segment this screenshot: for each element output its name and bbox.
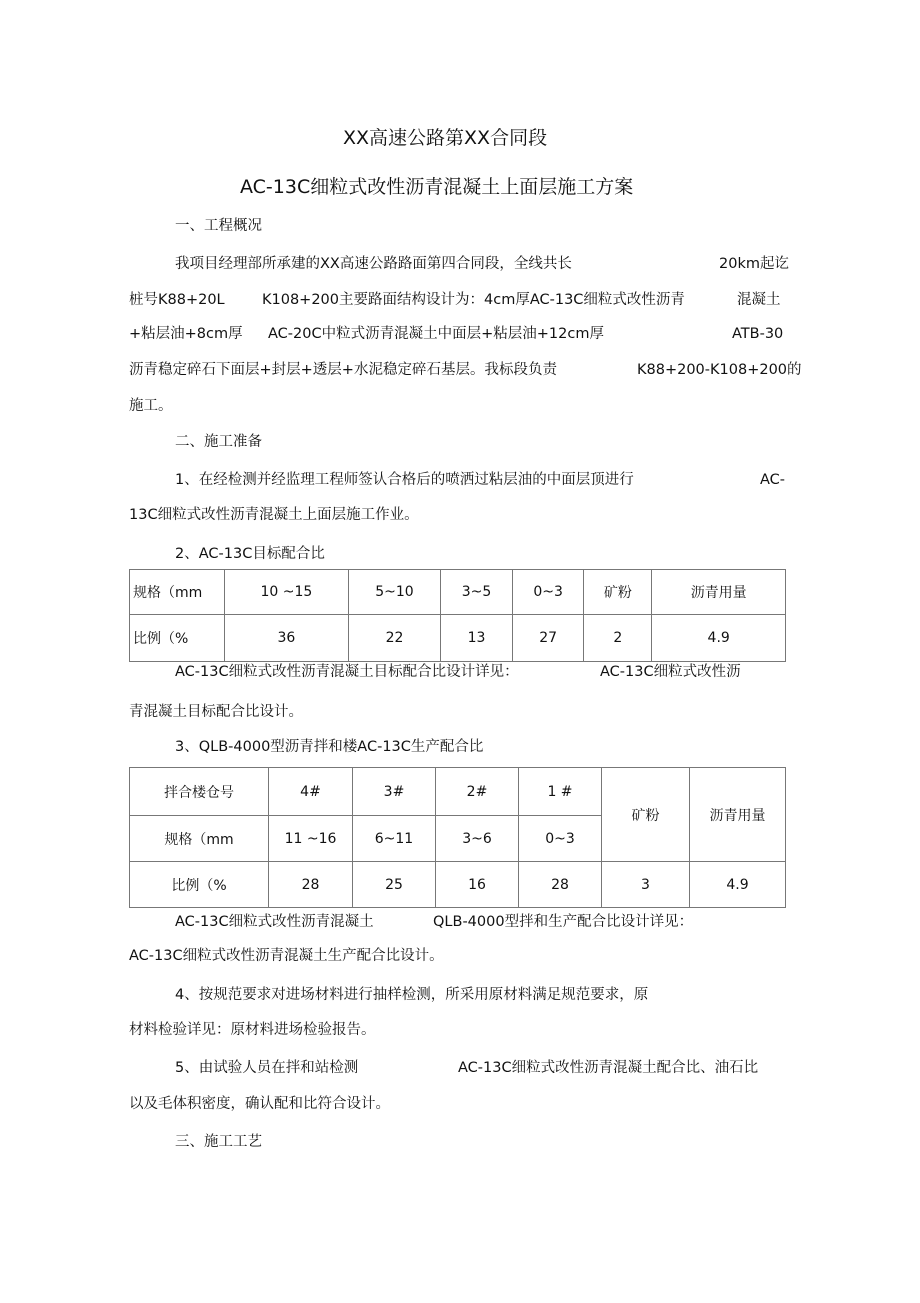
table-cell: 沥青用量	[652, 570, 786, 615]
table-cell: 25	[353, 862, 436, 908]
section-3-heading: 三、施工工艺	[175, 1134, 262, 1150]
para-text: +粘层油+8cm厚	[129, 326, 243, 342]
note-text: AC-13C细粒式改性沥青混凝土生产配合比设计。	[129, 948, 444, 964]
table-cell: 1 #	[519, 768, 602, 816]
table-cell: 0~3	[512, 570, 584, 615]
item-1-text: 1、在经检测并经监理工程师签认合格后的喷洒过粘层油的中面层顶进行	[175, 472, 634, 488]
table-cell: 3#	[353, 768, 436, 816]
note-text: AC-13C细粒式改性沥青混凝土目标配合比设计详见：	[175, 664, 519, 680]
table-cell: 13	[441, 615, 513, 662]
target-mix-table	[129, 569, 786, 662]
table-cell: 27	[512, 615, 584, 662]
table-cell: 16	[436, 862, 519, 908]
table-cell: 36	[225, 615, 349, 662]
title-line-2: AC-13C细粒式改性沥青混凝土上面层施工方案	[240, 176, 634, 198]
production-mix-table	[129, 767, 786, 908]
table-cell: 2#	[436, 768, 519, 816]
table-cell: 28	[519, 862, 602, 908]
table-cell: 规格（mm	[130, 570, 225, 615]
table-cell: 拌合楼仓号	[130, 768, 269, 816]
table-cell: 3	[602, 862, 690, 908]
para-text: 我项目经理部所承建的XX高速公路路面第四合同段，全线共长	[175, 256, 572, 272]
table-cell: 22	[348, 615, 440, 662]
table-cell: 比例（%	[130, 862, 269, 908]
para-text: K108+200主要路面结构设计为：4cm厚AC-13C细粒式改性沥青	[262, 292, 685, 308]
note-text: QLB-4000型拌和生产配合比设计详见：	[433, 914, 694, 930]
table-cell: 4.9	[652, 615, 786, 662]
table-cell: 5~10	[348, 570, 440, 615]
section-1-heading: 一、工程概况	[175, 218, 262, 234]
table-cell: 4#	[269, 768, 353, 816]
item-5-text: 以及毛体积密度，确认配和比符合设计。	[129, 1096, 390, 1112]
section-2-heading: 二、施工准备	[175, 434, 262, 450]
table-row	[130, 570, 786, 615]
table-cell: 0~3	[519, 816, 602, 862]
table-row	[130, 768, 786, 816]
table-cell: 4.9	[690, 862, 786, 908]
item-5-text: 5、由试验人员在拌和站检测	[175, 1060, 359, 1076]
table-cell: 比例（%	[130, 615, 225, 662]
note-text: 青混凝土目标配合比设计。	[129, 704, 303, 720]
item-4-text: 材料检验详见：原材料进场检验报告。	[129, 1022, 376, 1038]
para-text: 20km起讫	[719, 256, 789, 272]
item-1-text: AC-	[760, 472, 786, 488]
para-text: 沥青稳定碎石下面层+封层+透层+水泥稳定碎石基层。我标段负责	[129, 362, 557, 378]
table-cell: 2	[584, 615, 652, 662]
note-text: AC-13C细粒式改性沥	[600, 664, 741, 680]
table-cell: 矿粉	[584, 570, 652, 615]
table-cell: 28	[269, 862, 353, 908]
para-text: 桩号K88+20L	[129, 292, 225, 308]
title-line-1: XX高速公路第XX合同段	[343, 127, 548, 149]
item-2-heading: 2、AC-13C目标配合比	[175, 546, 325, 562]
item-1-text: 13C细粒式改性沥青混凝土上面层施工作业。	[129, 507, 419, 523]
item-5-text: AC-13C细粒式改性沥青混凝土配合比、油石比	[458, 1060, 759, 1076]
item-4-text: 4、按规范要求对进场材料进行抽样检测，所采用原材料满足规范要求，原	[175, 987, 649, 1003]
para-text: ATB-30	[732, 326, 784, 342]
item-3-heading: 3、QLB-4000型沥青拌和楼AC-13C生产配合比	[175, 739, 484, 755]
table-cell: 6~11	[353, 816, 436, 862]
table-cell: 矿粉	[602, 768, 690, 862]
table-row	[130, 862, 786, 908]
table-cell: 规格（mm	[130, 816, 269, 862]
table-cell: 11 ~16	[269, 816, 353, 862]
para-text: K88+200-K108+200的	[637, 362, 802, 378]
table-cell: 3~5	[441, 570, 513, 615]
para-text: 施工。	[129, 398, 173, 414]
table-row	[130, 615, 786, 662]
para-text: AC-20C中粒式沥青混凝土中面层+粘层油+12cm厚	[268, 326, 604, 342]
table-cell: 3~6	[436, 816, 519, 862]
table-cell: 10 ~15	[225, 570, 349, 615]
note-text: AC-13C细粒式改性沥青混凝土	[175, 914, 374, 930]
para-text: 混凝土	[737, 292, 781, 308]
table-cell: 沥青用量	[690, 768, 786, 862]
